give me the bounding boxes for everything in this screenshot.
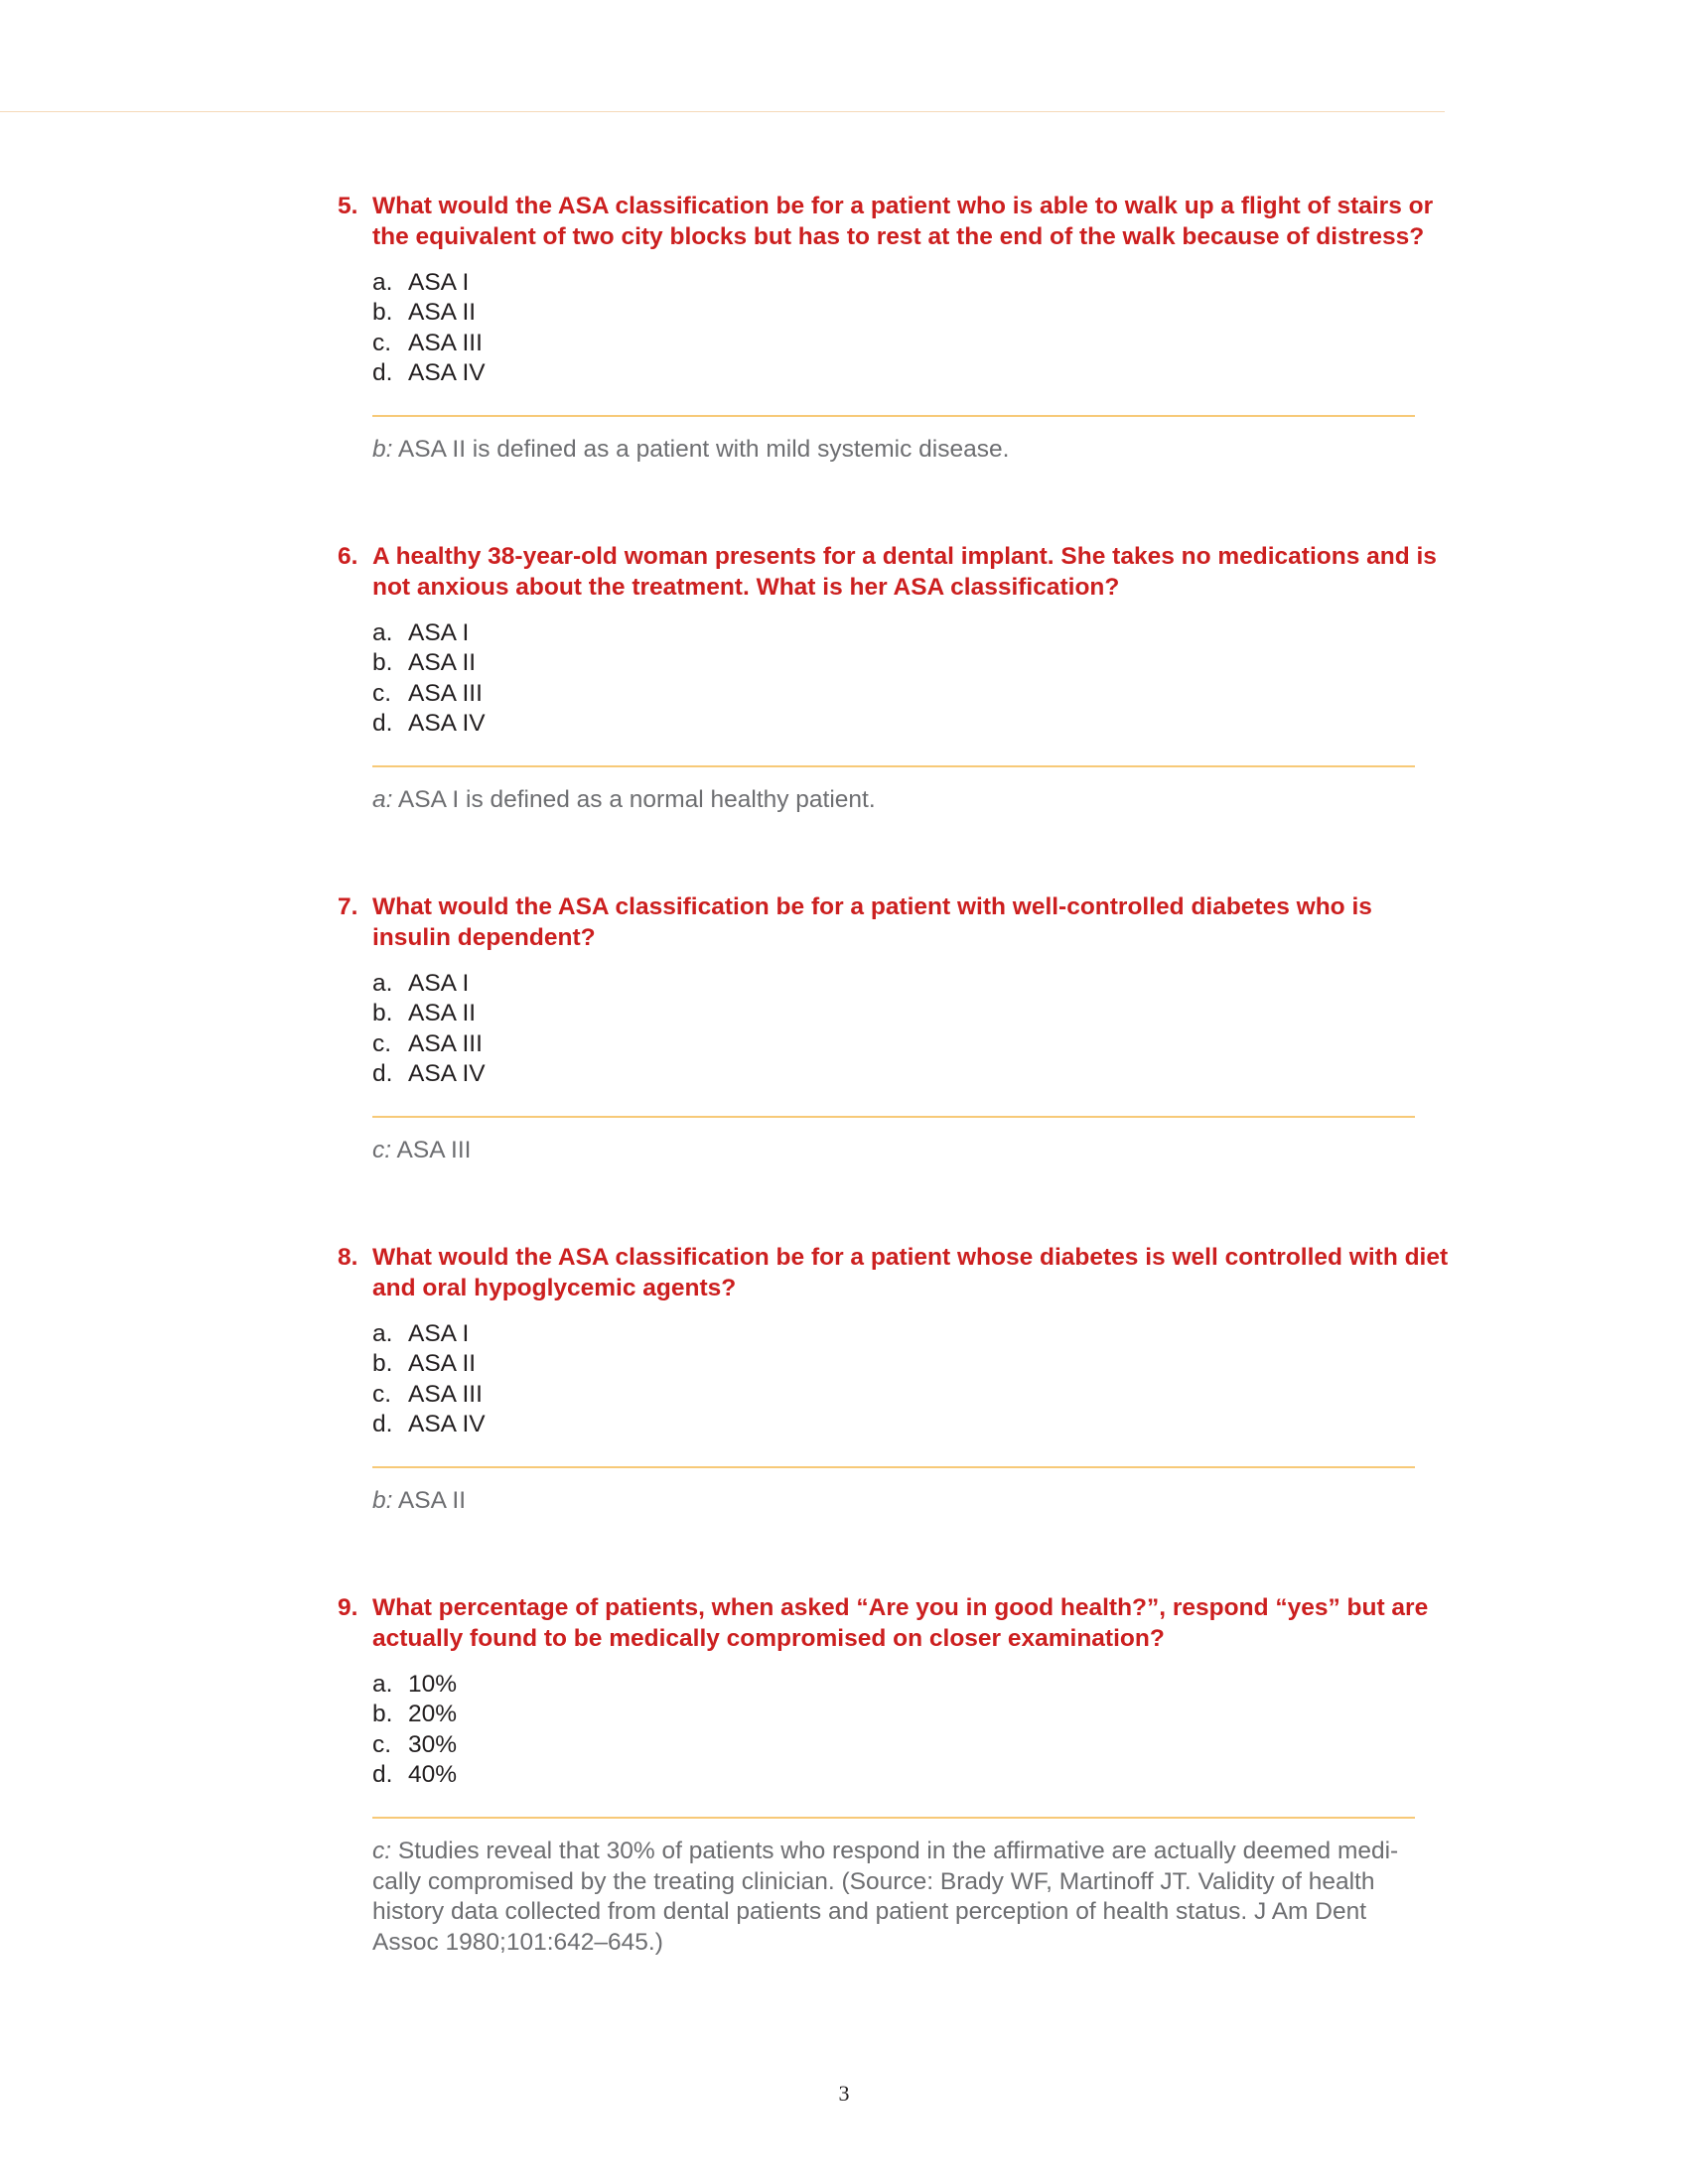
option-text: ASA I [408,619,470,646]
answer-options [372,268,1450,388]
option-c [372,1380,1450,1410]
option-b [372,999,1450,1028]
option-text: 40% [408,1760,458,1788]
option-text: ASA II [408,649,477,677]
question-number: 6. [338,543,358,570]
option-text: ASA II [408,299,477,327]
option-text: ASA I [408,1320,470,1347]
option-text: ASA II [408,1350,477,1378]
answer-text: ASA III [396,1137,472,1164]
option-letter: d. [372,1760,393,1788]
option-letter: c. [372,1730,392,1758]
option-b [372,1349,1450,1379]
option-text: ASA I [408,970,470,997]
question-text [338,1243,1450,1303]
answer-text: ASA II is defined as a patient with mild systemic disease. [397,436,1010,464]
answer-explanation [372,1837,1415,1958]
answer-explanation [372,785,1415,816]
option-text: ASA I [408,269,470,296]
option-text: 20% [408,1701,458,1728]
option-d [372,709,1450,739]
option-d [372,1059,1450,1089]
option-d [372,358,1450,388]
answer-letter: c: [372,1838,392,1865]
question-text [338,542,1450,603]
option-letter: b. [372,299,393,327]
question-stem: What would the ASA classification be for a patient with well-controlled diabetes who is insulin dependent? [372,893,1372,951]
answer-text: ASA I is defined as a normal healthy patient. [397,786,876,814]
header-rule [0,111,1445,112]
option-a [372,1319,1450,1349]
option-b [372,298,1450,328]
answer-options [372,1670,1450,1790]
question-number: 9. [338,1594,358,1621]
question-number: 7. [338,893,358,920]
option-text: ASA III [408,329,483,356]
answer-options [372,618,1450,739]
option-letter: c. [372,679,392,707]
option-letter: b. [372,1350,393,1378]
answer-divider [372,415,1415,417]
answer-options [372,969,1450,1089]
option-letter: a. [372,970,393,997]
option-letter: c. [372,1380,392,1408]
answer-options [372,1319,1450,1439]
option-letter: a. [372,269,393,296]
answer-explanation [372,435,1415,466]
option-letter: d. [372,1059,393,1087]
option-b [372,648,1450,678]
answer-text: Studies reveal that 30% of patients who respond in the affirmative are actually deemed medi-cally compromised by the treating clinician. (Source: Brady WF, Martinoff JT. Validity of health history data collected from dental patients and patient perception of health status. J Am Dent Assoc 1980;101:642–645.) [372,1838,1399,1956]
option-text: ASA II [408,1000,477,1027]
option-letter: b. [372,1701,393,1728]
question-5 [338,192,1450,466]
question-number: 5. [338,193,358,219]
question-text [338,192,1450,252]
option-letter: b. [372,1000,393,1027]
question-stem: What would the ASA classification be for a patient whose diabetes is well controlled with diet and oral hypoglycemic agents? [372,1244,1449,1301]
option-letter: d. [372,1410,393,1437]
option-letter: a. [372,1320,393,1347]
question-6 [338,542,1450,816]
option-c [372,679,1450,709]
option-text: ASA III [408,1029,483,1057]
answer-letter: b: [372,1487,393,1515]
answer-divider [372,1817,1415,1819]
option-a [372,1670,1450,1700]
option-text: ASA IV [408,1410,486,1437]
answer-divider [372,1116,1415,1118]
answer-text: ASA II [397,1487,466,1515]
question-number: 8. [338,1244,358,1271]
answer-letter: c: [372,1137,392,1164]
option-letter: a. [372,619,393,646]
option-a [372,618,1450,648]
option-d [372,1410,1450,1439]
option-letter: a. [372,1671,393,1698]
option-text: ASA IV [408,1059,486,1087]
question-text [338,1593,1450,1654]
page-number: 3 [838,2081,850,2106]
option-text: ASA III [408,1380,483,1408]
answer-letter: b: [372,436,393,464]
question-8 [338,1243,1450,1517]
option-c [372,1029,1450,1059]
option-c [372,329,1450,358]
question-9 [338,1593,1450,1958]
option-text: 10% [408,1671,458,1698]
option-text: ASA III [408,679,483,707]
answer-explanation [372,1486,1415,1517]
option-b [372,1700,1450,1729]
option-text: 30% [408,1730,458,1758]
option-d [372,1760,1450,1790]
answer-divider [372,765,1415,767]
option-letter: d. [372,358,393,386]
option-letter: d. [372,709,393,737]
question-stem: What percentage of patients, when asked “Are you in good health?”, respond “yes” but are actually found to be medically compromised on closer examination? [372,1594,1429,1652]
question-7 [338,892,1450,1166]
question-stem: What would the ASA classification be for a patient who is able to walk up a flight of stairs or the equivalent of two city blocks but has to rest at the end of the walk because of distress? [372,193,1434,250]
option-text: ASA IV [408,358,486,386]
question-text [338,892,1450,953]
option-letter: c. [372,1029,392,1057]
question-stem: A healthy 38-year-old woman presents for a dental implant. She takes no medications and is not anxious about the treatment. What is her ASA classification? [372,543,1437,601]
option-c [372,1730,1450,1760]
answer-letter: a: [372,786,393,814]
option-letter: b. [372,649,393,677]
option-text: ASA IV [408,709,486,737]
option-letter: c. [372,329,392,356]
option-a [372,969,1450,999]
answer-explanation [372,1136,1415,1166]
option-a [372,268,1450,298]
answer-divider [372,1466,1415,1468]
